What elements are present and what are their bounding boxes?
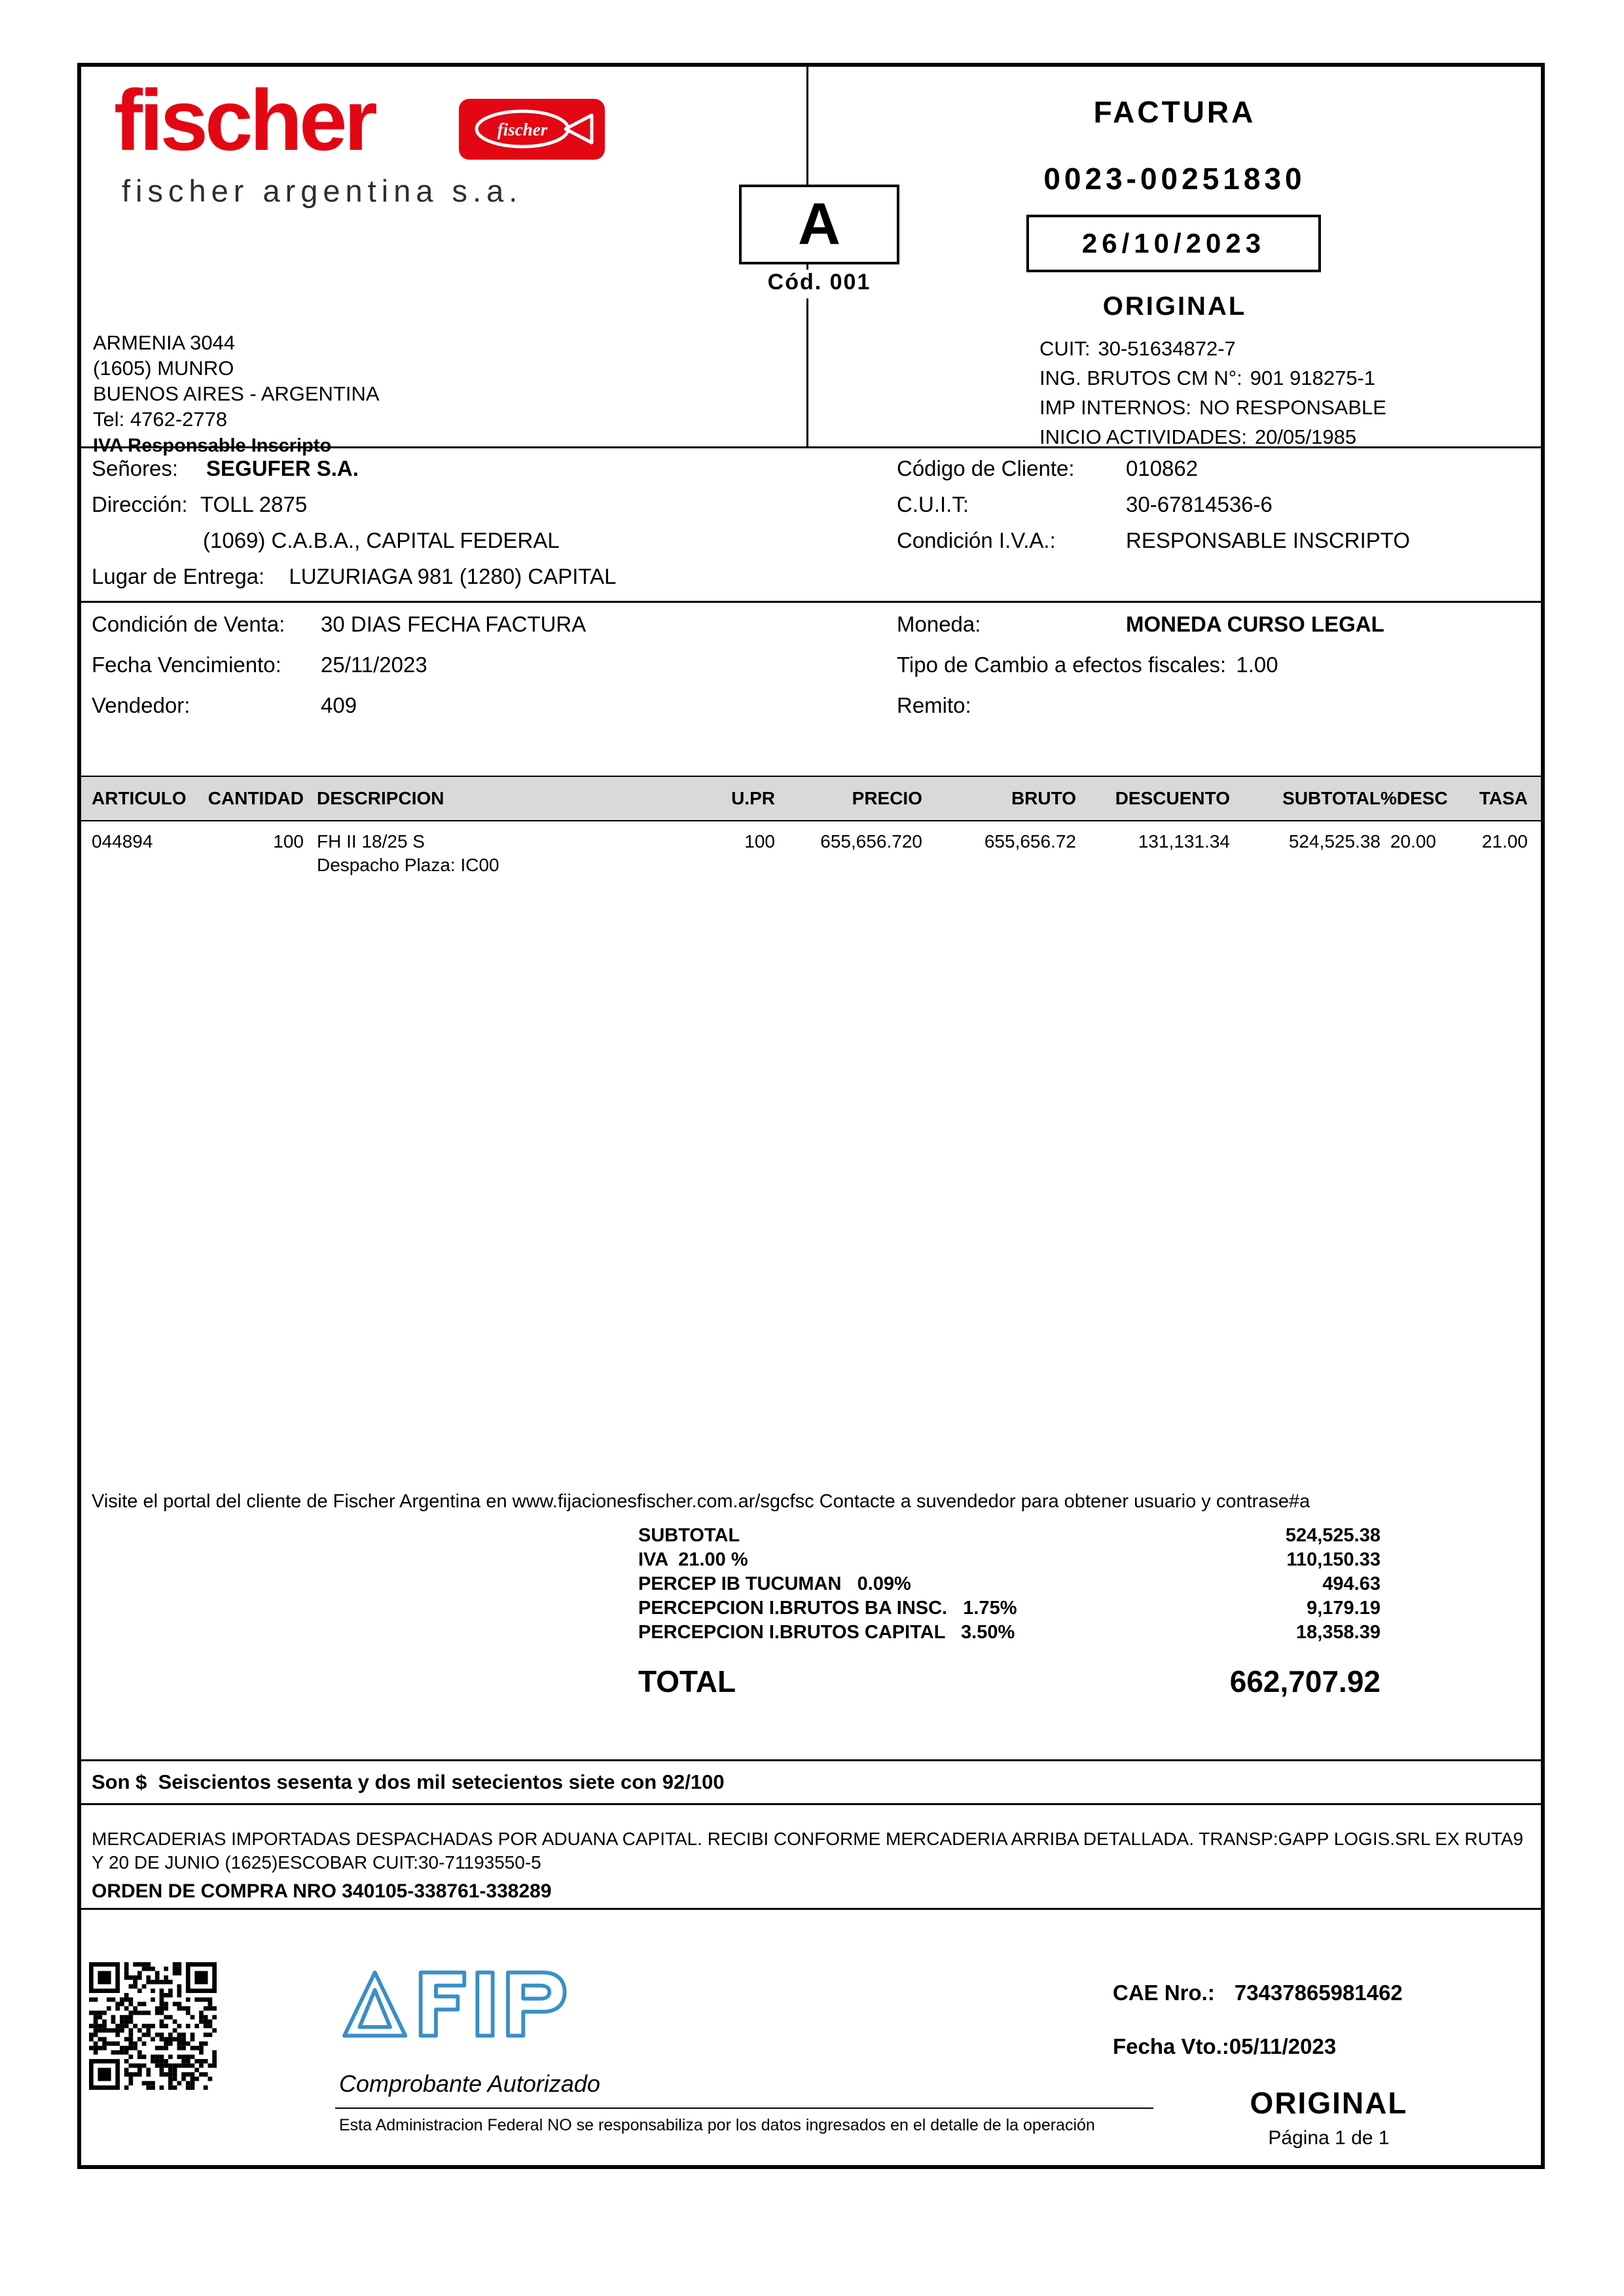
invoice-date-box: 26/10/2023 — [1026, 215, 1321, 272]
total-value: 18,358.39 — [1295, 1622, 1380, 1643]
total-value: 110,150.33 — [1286, 1549, 1380, 1570]
afip-letter-p — [508, 1973, 565, 2036]
fischer-fish-icon — [458, 98, 605, 160]
client-row-direccion — [81, 492, 1541, 528]
total-value: 524,525.38 — [1285, 1525, 1380, 1546]
fiscal-label: CUIT: — [1039, 337, 1091, 360]
tipo-cambio-value: 1.00 — [1236, 653, 1278, 677]
item-upr: 100 — [744, 831, 775, 852]
codigo-cliente-label: Código de Cliente: — [897, 456, 1075, 480]
client-row-lugar-entrega — [81, 564, 1541, 600]
col-header-subtotal: SUBTOTAL — [1282, 788, 1380, 808]
direccion-line2: (1069) C.A.B.A., CAPITAL FEDERAL — [203, 528, 560, 552]
vendedor-value: 409 — [321, 693, 357, 717]
invoice-letter-code: Cód. 001 — [739, 270, 899, 298]
fecha-vto-line — [1113, 2034, 1336, 2059]
copy-label: ORIGINAL — [1102, 292, 1247, 321]
condition-row-vencimiento — [81, 653, 1541, 693]
company-address-line: ARMENIA 3044 — [93, 331, 236, 354]
col-header-bruto: BRUTO — [1011, 788, 1076, 808]
total-value: 494.63 — [1322, 1573, 1380, 1594]
afip-letter-p-hole — [523, 1986, 549, 1999]
cuit-label: C.U.I.T: — [897, 492, 969, 516]
total-value: 9,179.19 — [1307, 1598, 1380, 1619]
company-address-line: (1605) MUNRO — [93, 357, 234, 380]
fecha-vto-label: Fecha Vto.: — [1113, 2034, 1229, 2058]
item-descuento: 131,131.34 — [1138, 831, 1230, 852]
client-row-ciudad — [81, 528, 1541, 564]
amount-in-words — [81, 1759, 1541, 1805]
total-label: IVA 21.00 % — [638, 1549, 748, 1570]
vendedor-label: Vendedor: — [92, 693, 190, 717]
total-line-percep-capital — [81, 1622, 1541, 1646]
vencimiento-value: 25/11/2023 — [321, 653, 427, 677]
tipo-cambio-line — [897, 653, 1278, 677]
tipo-cambio-label: Tipo de Cambio a efectos fiscales: — [897, 653, 1227, 677]
col-header-precio: PRECIO — [852, 788, 922, 808]
fischer-fish-label: fischer — [497, 120, 548, 139]
col-header-tasa: TASA — [1479, 788, 1528, 808]
company-address-line: Tel: 4762-2778 — [93, 408, 228, 431]
merchandise-note: MERCADERIAS IMPORTADAS DESPACHADAS POR ADUANA CAPITAL. RECIBI CONFORME MERCADERIA ARRIBA DETALLADA. TRANSP:GAPP LOGIS.SRL EX RUTA9 Y 20 DE JUNIO (1625)ESCOBAR CUIT:30-71193550-5 — [92, 1829, 1524, 1873]
lugar-entrega-label: Lugar de Entrega: — [92, 564, 265, 588]
item-desc-pct: 20.00 — [1390, 831, 1436, 852]
conditions-section — [81, 601, 1541, 740]
client-section — [81, 446, 1541, 601]
item-bruto: 655,656.72 — [984, 831, 1076, 852]
item-precio: 655,656.720 — [820, 831, 922, 852]
afip-letter-i — [477, 1973, 492, 2036]
moneda-label: Moneda: — [897, 612, 981, 636]
item-descripcion — [304, 830, 696, 877]
col-header-desc-pct: %DESC — [1380, 788, 1448, 808]
fiscal-value: NO RESPONSABLE — [1199, 396, 1386, 419]
cae-label: CAE Nro.: — [1113, 1981, 1215, 2005]
client-name: SEGUFER S.A. — [206, 456, 359, 480]
afip-letter-f — [421, 1973, 465, 2036]
condicion-iva-label: Condición I.V.A.: — [897, 528, 1056, 552]
invoice-letter-box — [739, 185, 899, 264]
condicion-venta-label: Condición de Venta: — [92, 612, 285, 636]
fiscal-line-ing-brutos — [1039, 363, 1386, 393]
condition-row-vendedor — [81, 693, 1541, 734]
lugar-entrega-value: LUZURIAGA 981 (1280) CAPITAL — [289, 564, 617, 588]
fischer-logo-text: fischer — [114, 72, 374, 168]
direccion-label: Dirección: — [92, 492, 188, 516]
brand-subtitle: fischer argentina s.a. — [122, 173, 523, 208]
remito-label: Remito: — [897, 693, 971, 717]
company-address — [93, 330, 380, 459]
portal-note: Visite el portal del cliente de Fischer Argentina en www.fijacionesfischer.com.ar/sgcfsc Contacte a suvendedor para obtener usuario y contrase#a — [92, 1491, 1310, 1512]
total-label: PERCEPCION I.BRUTOS CAPITAL 3.50% — [638, 1622, 1015, 1643]
footer-divider-line — [335, 2108, 1153, 2109]
item-descripcion-line1: FH II 18/25 S — [317, 831, 425, 852]
table-row — [81, 830, 1541, 877]
document-title: FACTURA — [1093, 95, 1256, 129]
total-line-percep-ba — [81, 1598, 1541, 1622]
condicion-venta-value: 30 DIAS FECHA FACTURA — [321, 612, 586, 636]
total-label: PERCEP IB TUCUMAN 0.09% — [638, 1573, 911, 1594]
total-label: SUBTOTAL — [638, 1525, 740, 1546]
grand-total-label: TOTAL — [638, 1664, 736, 1698]
fecha-vto-value: 05/11/2023 — [1229, 2034, 1337, 2058]
fiscal-line-imp-internos — [1039, 393, 1386, 422]
footer-copy-label: ORIGINAL — [1250, 2086, 1408, 2120]
grand-total-value: 662,707.92 — [1229, 1664, 1380, 1698]
condition-row-venta — [81, 612, 1541, 653]
item-subtotal: 524,525.38 — [1288, 831, 1380, 852]
total-label: PERCEPCION I.BRUTOS BA INSC. 1.75% — [638, 1598, 1017, 1619]
company-address-line: BUENOS AIRES - ARGENTINA — [93, 382, 380, 405]
direccion-value: TOLL 2875 — [200, 492, 308, 516]
total-line-subtotal — [81, 1525, 1541, 1549]
fiscal-label: INICIO ACTIVIDADES: — [1039, 425, 1247, 448]
orden-compra-note: ORDEN DE COMPRA NRO 340105-338761-338289 — [92, 1880, 552, 1902]
item-cantidad: 100 — [273, 831, 304, 852]
company-fiscal-info — [1039, 334, 1386, 452]
col-header-cantidad: CANTIDAD — [208, 788, 304, 808]
fiscal-value: 20/05/1985 — [1254, 425, 1357, 448]
comprobante-autorizado: Comprobante Autorizado — [339, 2070, 600, 2097]
fiscal-label: ING. BRUTOS CM N°: — [1039, 367, 1242, 389]
fiscal-value: 30-51634872-7 — [1098, 337, 1236, 360]
col-header-descripcion: DESCRIPCION — [317, 788, 444, 808]
item-tasa: 21.00 — [1481, 831, 1528, 852]
fiscal-label: IMP INTERNOS: — [1039, 396, 1191, 419]
afip-logo — [338, 1965, 600, 2043]
invoice-number: 0023-00251830 — [1043, 162, 1306, 196]
cuit-value: 30-67814536-6 — [1126, 492, 1272, 516]
notes-section — [81, 1805, 1541, 1910]
amount-in-words-text: Son $ Seiscientos sesenta y dos mil setecientos siete con 92/100 — [92, 1770, 725, 1793]
client-row-senores — [81, 456, 1541, 492]
grand-total — [81, 1664, 1541, 1703]
afip-disclaimer: Esta Administracion Federal NO se responsabiliza por los datos ingresados en el detalle de la operación — [339, 2116, 1095, 2134]
totals-block — [81, 1525, 1541, 1646]
col-header-articulo: ARTICULO — [92, 788, 187, 808]
footer-section — [81, 1910, 1541, 2165]
total-line-iva — [81, 1549, 1541, 1573]
item-descripcion-line2: Despacho Plaza: IC00 — [317, 855, 499, 875]
item-articulo: 044894 — [92, 831, 153, 852]
moneda-value: MONEDA CURSO LEGAL — [1126, 612, 1384, 636]
vencimiento-label: Fecha Vencimiento: — [92, 653, 281, 677]
senores-label: Señores: — [92, 456, 179, 480]
page-indicator: Página 1 de 1 — [1268, 2127, 1390, 2149]
company-iva-status: IVA Responsable Inscripto — [93, 435, 332, 456]
col-header-upr: U.PR — [731, 788, 775, 808]
items-table-header — [81, 776, 1541, 821]
total-line-percep-tucuman — [81, 1573, 1541, 1598]
cae-value: 73437865981462 — [1234, 1981, 1403, 2005]
invoice-letter: A — [798, 191, 840, 257]
fiscal-line-cuit — [1039, 334, 1386, 363]
fiscal-value: 901 918275-1 — [1250, 367, 1376, 389]
codigo-cliente-value: 010862 — [1126, 456, 1199, 480]
col-header-descuento: DESCUENTO — [1115, 788, 1230, 808]
qr-code — [89, 1962, 217, 2090]
condicion-iva-value: RESPONSABLE INSCRIPTO — [1126, 528, 1411, 552]
invoice-page — [77, 63, 1545, 2169]
cae-line — [1113, 1981, 1403, 2005]
